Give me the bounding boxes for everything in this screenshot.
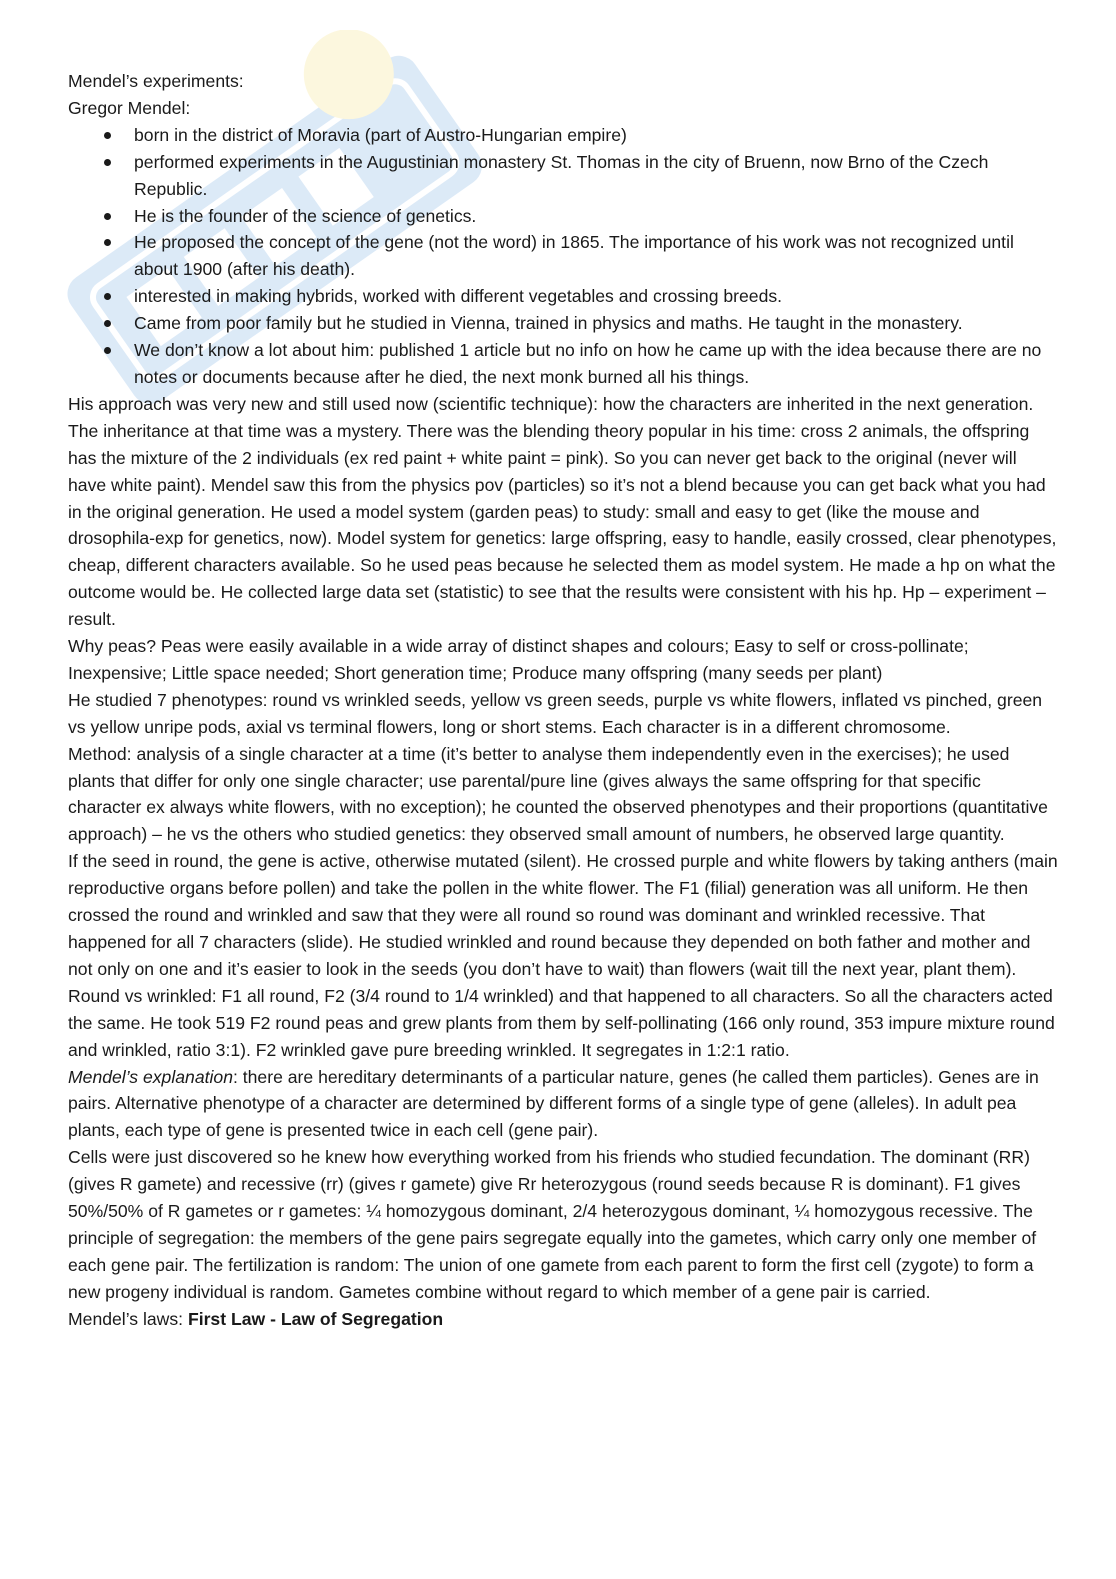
document-body	[68, 68, 1058, 1333]
list-item: He is the founder of the science of genetics.	[134, 203, 1058, 230]
paragraph-laws	[68, 1306, 1058, 1333]
paragraph-method: Method: analysis of a single character at a time (it’s better to analyse them independently even in the exercises); he used plants that differ for only one single character; use parental/pure line (gives always the same offspring for that specific character ex always white flowers, with no exception); he counted the observed phenotypes and their proportions (quantitative approach) – he vs the others who studied genetics: they observed small amount of numbers, he observed large quantity.	[68, 743, 1048, 845]
paragraph-round-wrinkled: Round vs wrinkled: F1 all round, F2 (3/4 round to 1/4 wrinkled) and that happened to all characters. So all the characters acted the same. He took 519 F2 round peas and grew plants from them by self-pollinating (166 only round, 353 impure mixture round and wrinkled, ratio 3:1). F2 wrinkled gave pure breeding wrinkled. It segregates in 1:2:1 ratio.	[68, 985, 1055, 1060]
bullet-list	[68, 122, 1058, 391]
list-item: Came from poor family but he studied in Vienna, trained in physics and maths. He taught in the monastery.	[134, 310, 1058, 337]
section-subheading: Gregor Mendel:	[68, 97, 191, 118]
list-item: He proposed the concept of the gene (not the word) in 1865. The importance of his work was not recognized until about 1900 (after his death).	[134, 229, 1058, 283]
list-item: performed experiments in the Augustinian monastery St. Thomas in the city of Bruenn, now Brno of the Czech Republic.	[134, 149, 1058, 203]
document-heading: Mendel’s experiments:	[68, 71, 244, 91]
paragraph-approach: His approach was very new and still used now (scientific technique): how the characters are inherited in the next generation. The inheritance at that time was a mystery. There was the blending theory popular in his time: cross 2 animals, the offspring has the mixture of the 2 individuals (ex red paint + white paint = pink). So you can never get back to the original (never will have white paint). Mendel saw this from the physics pov (particles) so it’s not a blend because you can get back what you had in the original generation. He used a model system (garden peas) to study: small and easy to get (like the mouse and drosophila-exp for genetics, now). Model system for genetics: large offspring, easy to handle, easily crossed, clear phenotypes, cheap, different characters available. So he used peas because he selected them as model system. He made a hp on what the outcome would be. He collected large data set (statistic) to see that the results were consistent with his hp. Hp – experiment – result.	[68, 393, 1057, 630]
paragraph-explanation	[68, 1064, 1058, 1145]
list-item: We don’t know a lot about him: published 1 article but no info on how he came up with the idea because there are no notes or documents because after he died, the next monk burned all his things.	[134, 337, 1058, 391]
laws-label: Mendel’s laws:	[68, 1308, 188, 1329]
paragraph-why-peas: Why peas? Peas were easily available in a wide array of distinct shapes and colours; Easy to self or cross-pollinate; Inexpensive; Little space needed; Short generation time; Produce many offspring (many seeds per plant)	[68, 636, 969, 683]
list-item: interested in making hybrids, worked with different vegetables and crossing breeds.	[134, 283, 1058, 310]
laws-title: First Law - Law of Segregation	[187, 1308, 444, 1329]
paragraph-seed: If the seed in round, the gene is active, otherwise mutated (silent). He crossed purple and white flowers by taking anthers (main reproductive organs before pollen) and take the pollen in the white flower. The F1 (filial) generation was all uniform. He then crossed the round and wrinkled and saw that they were all round so round was dominant and wrinkled recessive. That happened for all 7 characters (slide). He studied wrinkled and round because they depended on both father and mother and not only on one and it’s easier to look in the seeds (you don’t have to wait) than flowers (wait till the next year, plant them).	[68, 851, 1058, 979]
explanation-label: Mendel’s explanation	[68, 1066, 233, 1087]
paragraph-cells: Cells were just discovered so he knew how everything worked from his friends who studied fecundation. The dominant (RR) (gives R gamete) and recessive (rr) (gives r gamete) give Rr heterozygous (round seeds because R is dominant). F1 gives 50%/50% of R gametes or r gametes: ¼ homozygous dominant, 2/4 heterozygous dominant, ¼ homozygous recessive. The principle of segregation: the members of the gene pairs segregate equally into the gametes, which carry only one member of each gene pair. The fertilization is random: The union of one gamete from each parent to form the first cell (zygote) to form a new progeny individual is random. Gametes combine without regard to which member of a gene pair is carried.	[68, 1147, 1037, 1302]
paragraph-phenotypes: He studied 7 phenotypes: round vs wrinkled seeds, yellow vs green seeds, purple vs white flowers, inflated vs pinched, green vs yellow unripe pods, axial vs terminal flowers, long or short stems. Each character is in a different chromosome.	[68, 689, 1043, 737]
list-item: born in the district of Moravia (part of Austro-Hungarian empire)	[134, 122, 1058, 149]
explanation-text: : there are hereditary determinants of a particular nature, genes (he called them particles). Genes are in pairs. Alternative phenotype of a character are determined by different forms of a single type of gene (alleles). In adult pea plants, each type of gene is presented twice in each cell (gene pair).	[68, 1066, 1039, 1141]
